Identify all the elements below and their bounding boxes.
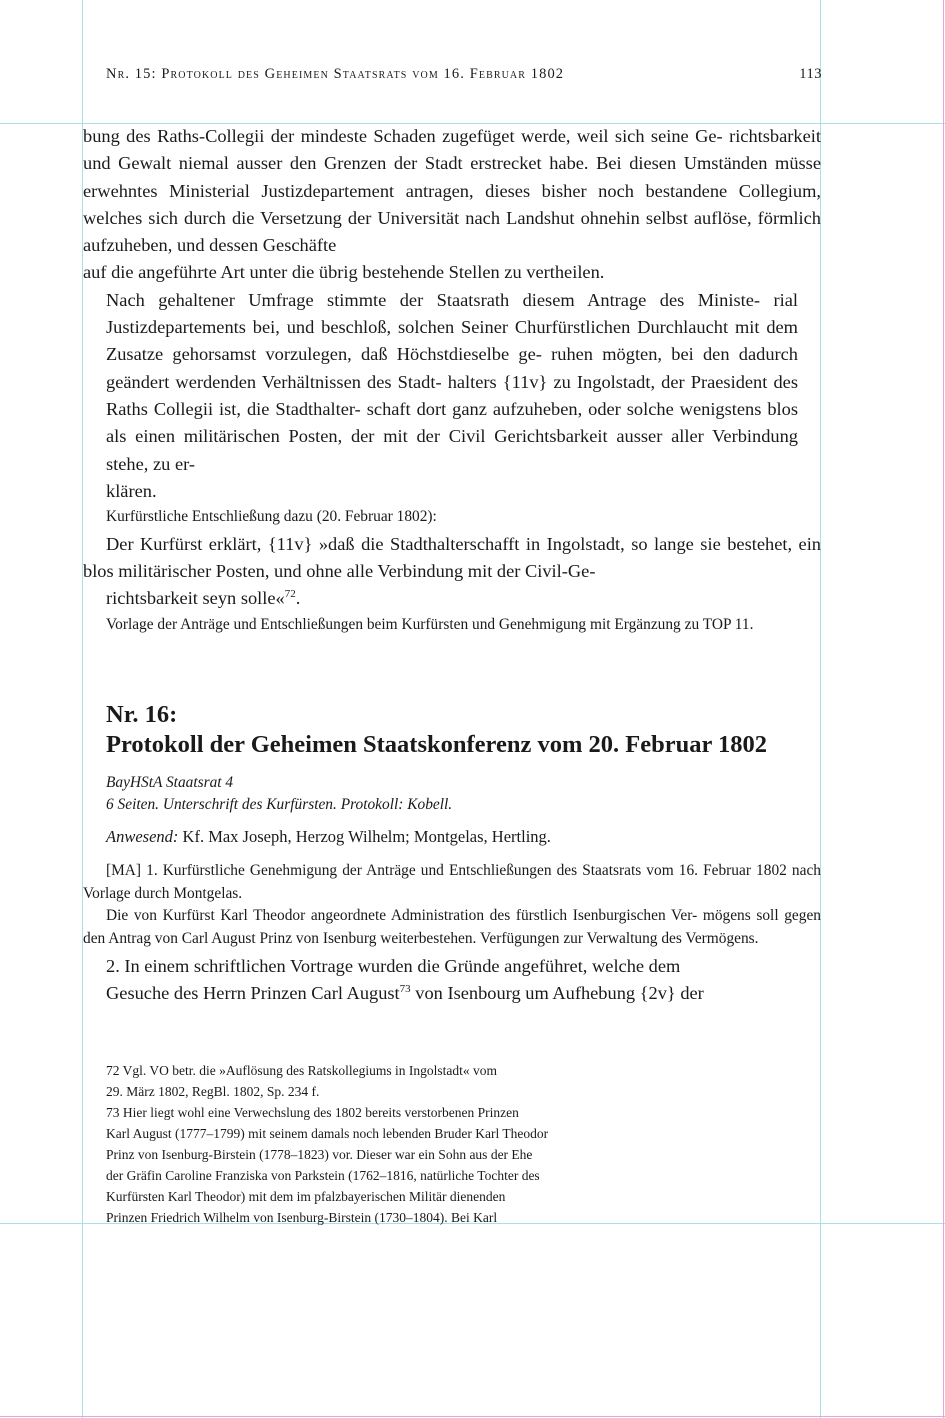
item-1-summary	[83, 860, 821, 905]
section-number: Nr. 16:	[106, 701, 178, 729]
text-line: bestehet, ein blos militärischer Posten, und ohne alle Verbindung mit der Civil-Ge-	[83, 533, 821, 581]
attendance-names: Kf. Max Joseph, Herzog Wilhelm; Montgelas, Hertling.	[178, 827, 551, 847]
main-text-block	[83, 123, 821, 1008]
text-line: Die von Kurfürst Karl Theodor angeordnete Administration des fürstlich Isenburgischen Ver-	[106, 907, 698, 925]
document-description: 6 Seiten. Unterschrift des Kurfürsten. Protokoll: Kobell.	[106, 796, 453, 814]
text-line: auf die angeführte Art unter die übrig bestehende Stellen zu vertheilen.	[83, 262, 605, 283]
running-title: Nr. 15: Protokoll des Geheimen Staatsrats vom 16. Februar 1802	[106, 66, 565, 82]
running-header	[106, 66, 822, 83]
paragraph-continued	[83, 123, 821, 287]
text-line: richtsbarkeit und Gewalt niemal ausser den Grenzen der Stadt erstrecket habe. Bei	[83, 126, 821, 174]
text-line: ruhen mögten, bei den dadurch geändert werdenden Verhältnissen des Stadt-	[106, 344, 798, 392]
text-line: bung des Raths-Collegii der mindeste Schaden zugefüget werde, weil sich seine Ge-	[83, 126, 723, 146]
text-line: schaft dort ganz aufzuheben, oder solche wenigstens blos als einen militärischen	[106, 398, 799, 447]
text-line: Der Kurfürst erklärt, {11v} »daß die Stadthalterschafft in Ingolstadt, so lange sie	[106, 533, 721, 554]
text-line: Durchlaucht mit dem Zusatze gehorsamst vorzulegen, daß Höchstdieselbe ge-	[106, 317, 798, 365]
summary-paragraph	[83, 614, 821, 637]
archive-source: BayHStA Staatsrat 4	[106, 774, 234, 792]
footnote-line: Karl August (1777–1799) mit seinem damals noch lebenden Bruder Karl Theodor	[106, 1126, 549, 1141]
punctuation: .	[295, 588, 301, 609]
attendance-line	[83, 826, 821, 848]
text-line: von Isenbourg um Aufhebung {2v} der	[410, 983, 704, 1004]
text-line: diesen Umständen müsse erwehntes Ministerial Justizdepartement antragen, dieses	[83, 153, 822, 201]
text-line: Nach gehaltener Umfrage stimmte der Staatsrath diesem Antrage des Ministe-	[106, 289, 761, 310]
text-line: 2. In einem schriftlichen Vortrage wurden die Gründe angeführet, welche dem	[106, 956, 681, 977]
footnote-line: 73 Hier liegt wohl eine Verwechslung des 1802 bereits verstorbenen Prinzen	[106, 1105, 519, 1120]
text-line: klären.	[106, 480, 157, 501]
footnote-line: der Gräfin Caroline Franziska von Parkstein (1762–1816, natürliche Tochter des	[106, 1168, 540, 1183]
decision-label: Kurfürstliche Entschließung dazu (20. Februar 1802):	[106, 508, 437, 526]
page-edge-bottom	[0, 1416, 945, 1417]
footnote-line: 29. März 1802, RegBl. 1802, Sp. 234 f.	[106, 1084, 320, 1099]
page-number: 113	[799, 66, 822, 82]
text-line: [MA] 1. Kurfürstliche Genehmigung der Anträge und Entschließungen des Staatsrats vom 16.	[106, 862, 698, 880]
text-line: zu TOP 11.	[684, 615, 754, 633]
section-title: Protokoll der Geheimen Staatskonferenz vom 20. Februar 1802	[106, 731, 767, 759]
text-line: Februar 1802 nach Vorlage durch Montgelas.	[83, 862, 821, 902]
footnote-line: Kurfürsten Karl Theodor) mit dem im pfalzbayerischen Militär dienenden	[106, 1189, 506, 1204]
footnotes	[106, 1060, 666, 1228]
text-line: Gesuche des Herrn Prinzen Carl August	[106, 983, 400, 1004]
item-1-detail	[83, 905, 821, 950]
paragraph-resolution	[106, 287, 798, 505]
text-line: rial Justizdepartements bei, und beschloß, solchen Seiner Churfürstlichen	[106, 289, 798, 338]
text-line: richtsbarkeit seyn solle«	[106, 588, 285, 609]
footnote-ref[interactable]: 72	[284, 588, 296, 601]
text-line: Vorlage der Anträge und Entschließungen beim Kurfürsten und Genehmigung mit Ergänzung	[106, 615, 681, 633]
footnote-ref[interactable]: 73	[399, 983, 411, 996]
attendance-label: Anwesend:	[106, 827, 179, 847]
text-line: zur Verwaltung des Vermögens.	[563, 929, 759, 947]
text-line: bisher noch bestandene Collegium, welches sich durch die Versetzung der Universität	[83, 180, 821, 228]
text-line: mögens soll gegen den Antrag von Carl August Prinz von Isenburg weiterbestehen. Verfügungen	[83, 907, 821, 947]
footnote-line: Prinz von Isenburg-Birstein (1778–1823) vor. Dieser war ein Sohn aus der Ehe	[106, 1147, 533, 1162]
footnote-line: 72 Vgl. VO betr. die »Auflösung des Ratskollegiums in Ingolstadt« vom	[106, 1063, 497, 1078]
footnote-line: Prinzen Friedrich Wilhelm von Isenburg-Birstein (1730–1804). Bei Karl	[106, 1210, 498, 1225]
page-edge-right	[943, 0, 944, 1418]
text-line: nach Landshut ohnehin selbst auflöse, förmlich aufzuheben, und dessen Geschäfte	[83, 207, 821, 256]
paragraph-decision	[83, 531, 821, 613]
text-line: halters {11v} zu Ingolstadt, der Praesident des Raths Collegii ist, die Stadthalter-	[106, 371, 798, 419]
text-line: Posten, der mit der Civil Gerichtsbarkeit ausser aller Verbindung stehe, zu er-	[106, 426, 798, 474]
item-2-paragraph	[83, 953, 821, 1008]
